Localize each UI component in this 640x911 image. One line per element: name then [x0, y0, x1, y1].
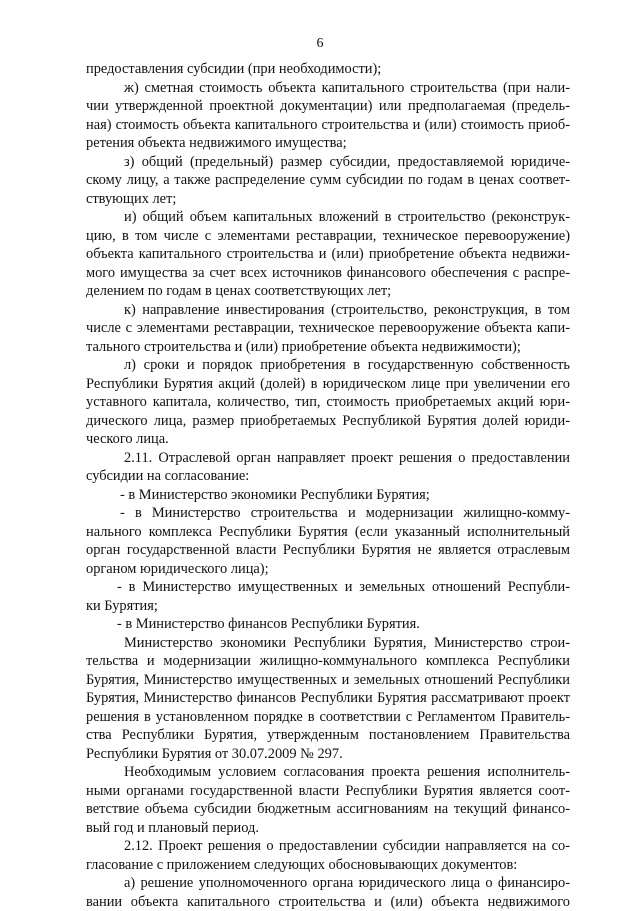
- text-line: дического лица, размер приобретаемых Республикой Бурятия долей юриди-: [86, 412, 570, 431]
- text-line: Республики Бурятия акций (долей) в юридическом лице при увеличении его: [86, 375, 570, 394]
- list-item-ministry-property: [86, 578, 570, 615]
- text-line: скому лицу, а также распределение сумм субсидии по годам в ценах соответ-: [86, 171, 570, 190]
- text-line: ными органами государственной власти Республики Бурятия является соот-: [86, 782, 570, 801]
- text-line: Министерство экономики Республики Бурятия, Министерство строи-: [86, 634, 570, 653]
- text-line: тельства и модернизации жилищно-коммунального комплекса Республики: [86, 652, 570, 671]
- text-line: цию, в том числе с элементами реставрации, техническое перевооружение): [86, 227, 570, 246]
- text-line: - в Министерство строительства и модернизации жилищно-комму-: [86, 504, 570, 523]
- text-line: органом юридического лица);: [86, 560, 570, 579]
- text-line: к) направление инвестирования (строительство, реконструкция, в том: [86, 301, 570, 320]
- text-line: предоставления субсидии (при необходимости);: [86, 60, 570, 79]
- text-line: вый год и плановый период.: [86, 819, 570, 838]
- text-line: числе с элементами реставрации, техническое перевооружение объекта капи-: [86, 319, 570, 338]
- text-line: ства Республики Бурятия, утвержденным постановлением Правительства: [86, 726, 570, 745]
- paragraph-item-l: [86, 356, 570, 449]
- text-line: ретения объекта недвижимого имущества;: [86, 134, 570, 153]
- paragraph-2-11: [86, 449, 570, 486]
- document-body: [86, 60, 570, 911]
- text-line: мого имущества за счет всех источников финансового обеспечения с распре-: [86, 264, 570, 283]
- list-item-ministry-construction: [86, 504, 570, 578]
- text-line: Бурятия, Министерство финансов Республики Бурятия рассматривают проект: [86, 689, 570, 708]
- text-line: тального строительства и (или) приобретение объекта недвижимости);: [86, 338, 570, 357]
- text-line: объекта капитального строительства и (или) приобретение объекта недвижи-: [86, 245, 570, 264]
- text-line: 2.11. Отраслевой орган направляет проект решения о предоставлении: [86, 449, 570, 468]
- text-line: - в Министерство имущественных и земельных отношений Республи-: [86, 578, 570, 597]
- text-line: нального комплекса Республики Бурятия (если указанный исполнительный: [86, 523, 570, 542]
- paragraph-item-a: [86, 874, 570, 911]
- paragraph-ministries-review: [86, 634, 570, 764]
- page-number: 6: [0, 34, 640, 54]
- paragraph-item-zh: [86, 79, 570, 153]
- text-line: ки Бурятия;: [86, 597, 570, 616]
- text-line: Республики Бурятия от 30.07.2009 № 297.: [86, 745, 570, 764]
- text-line: вании объекта капитального строительства и (или) объекта недвижимого: [86, 893, 570, 911]
- text-line: з) общий (предельный) размер субсидии, предоставляемой юридиче-: [86, 153, 570, 172]
- text-line: Необходимым условием согласования проекта решения исполнитель-: [86, 763, 570, 782]
- paragraph-2-12: [86, 837, 570, 874]
- text-line: 2.12. Проект решения о предоставлении субсидии направляется на со-: [86, 837, 570, 856]
- text-line: гласование с приложением следующих обосновывающих документов:: [86, 856, 570, 875]
- text-line: решения в установленном порядке в соответствии с Регламентом Правитель-: [86, 708, 570, 727]
- list-item-ministry-finance: [86, 615, 570, 634]
- text-line: орган государственной власти Республики Бурятия не является отраслевым: [86, 541, 570, 560]
- text-line: делением по годам в ценах соответствующих лет;: [86, 282, 570, 301]
- text-line: ветствие объема субсидии бюджетным ассигнованиям на текущий финансо-: [86, 800, 570, 819]
- paragraph-item-z: [86, 153, 570, 209]
- text-line: ж) сметная стоимость объекта капитального строительства (при нали-: [86, 79, 570, 98]
- text-line: чии утвержденной проектной документации) или предполагаемая (предель-: [86, 97, 570, 116]
- text-line: Бурятия, Министерство имущественных и земельных отношений Республики: [86, 671, 570, 690]
- text-line: ческого лица.: [86, 430, 570, 449]
- paragraph-item-i: [86, 208, 570, 301]
- paragraph-intro-continuation: [86, 60, 570, 79]
- list-item-ministry-economy: [86, 486, 570, 505]
- text-line: уставного капитала, количество, тип, стоимость приобретаемых акций юри-: [86, 393, 570, 412]
- text-line: ствующих лет;: [86, 190, 570, 209]
- text-line: и) общий объем капитальных вложений в строительство (реконструк-: [86, 208, 570, 227]
- text-line: - в Министерство финансов Республики Бурятия.: [86, 615, 570, 634]
- text-line: ная) стоимость объекта капитального строительства и (или) стоимость приоб-: [86, 116, 570, 135]
- text-line: субсидии на согласование:: [86, 467, 570, 486]
- text-line: л) сроки и порядок приобретения в государственную собственность: [86, 356, 570, 375]
- paragraph-approval-condition: [86, 763, 570, 837]
- text-line: а) решение уполномоченного органа юридического лица о финансиро-: [86, 874, 570, 893]
- paragraph-item-k: [86, 301, 570, 357]
- text-line: - в Министерство экономики Республики Бурятия;: [86, 486, 570, 505]
